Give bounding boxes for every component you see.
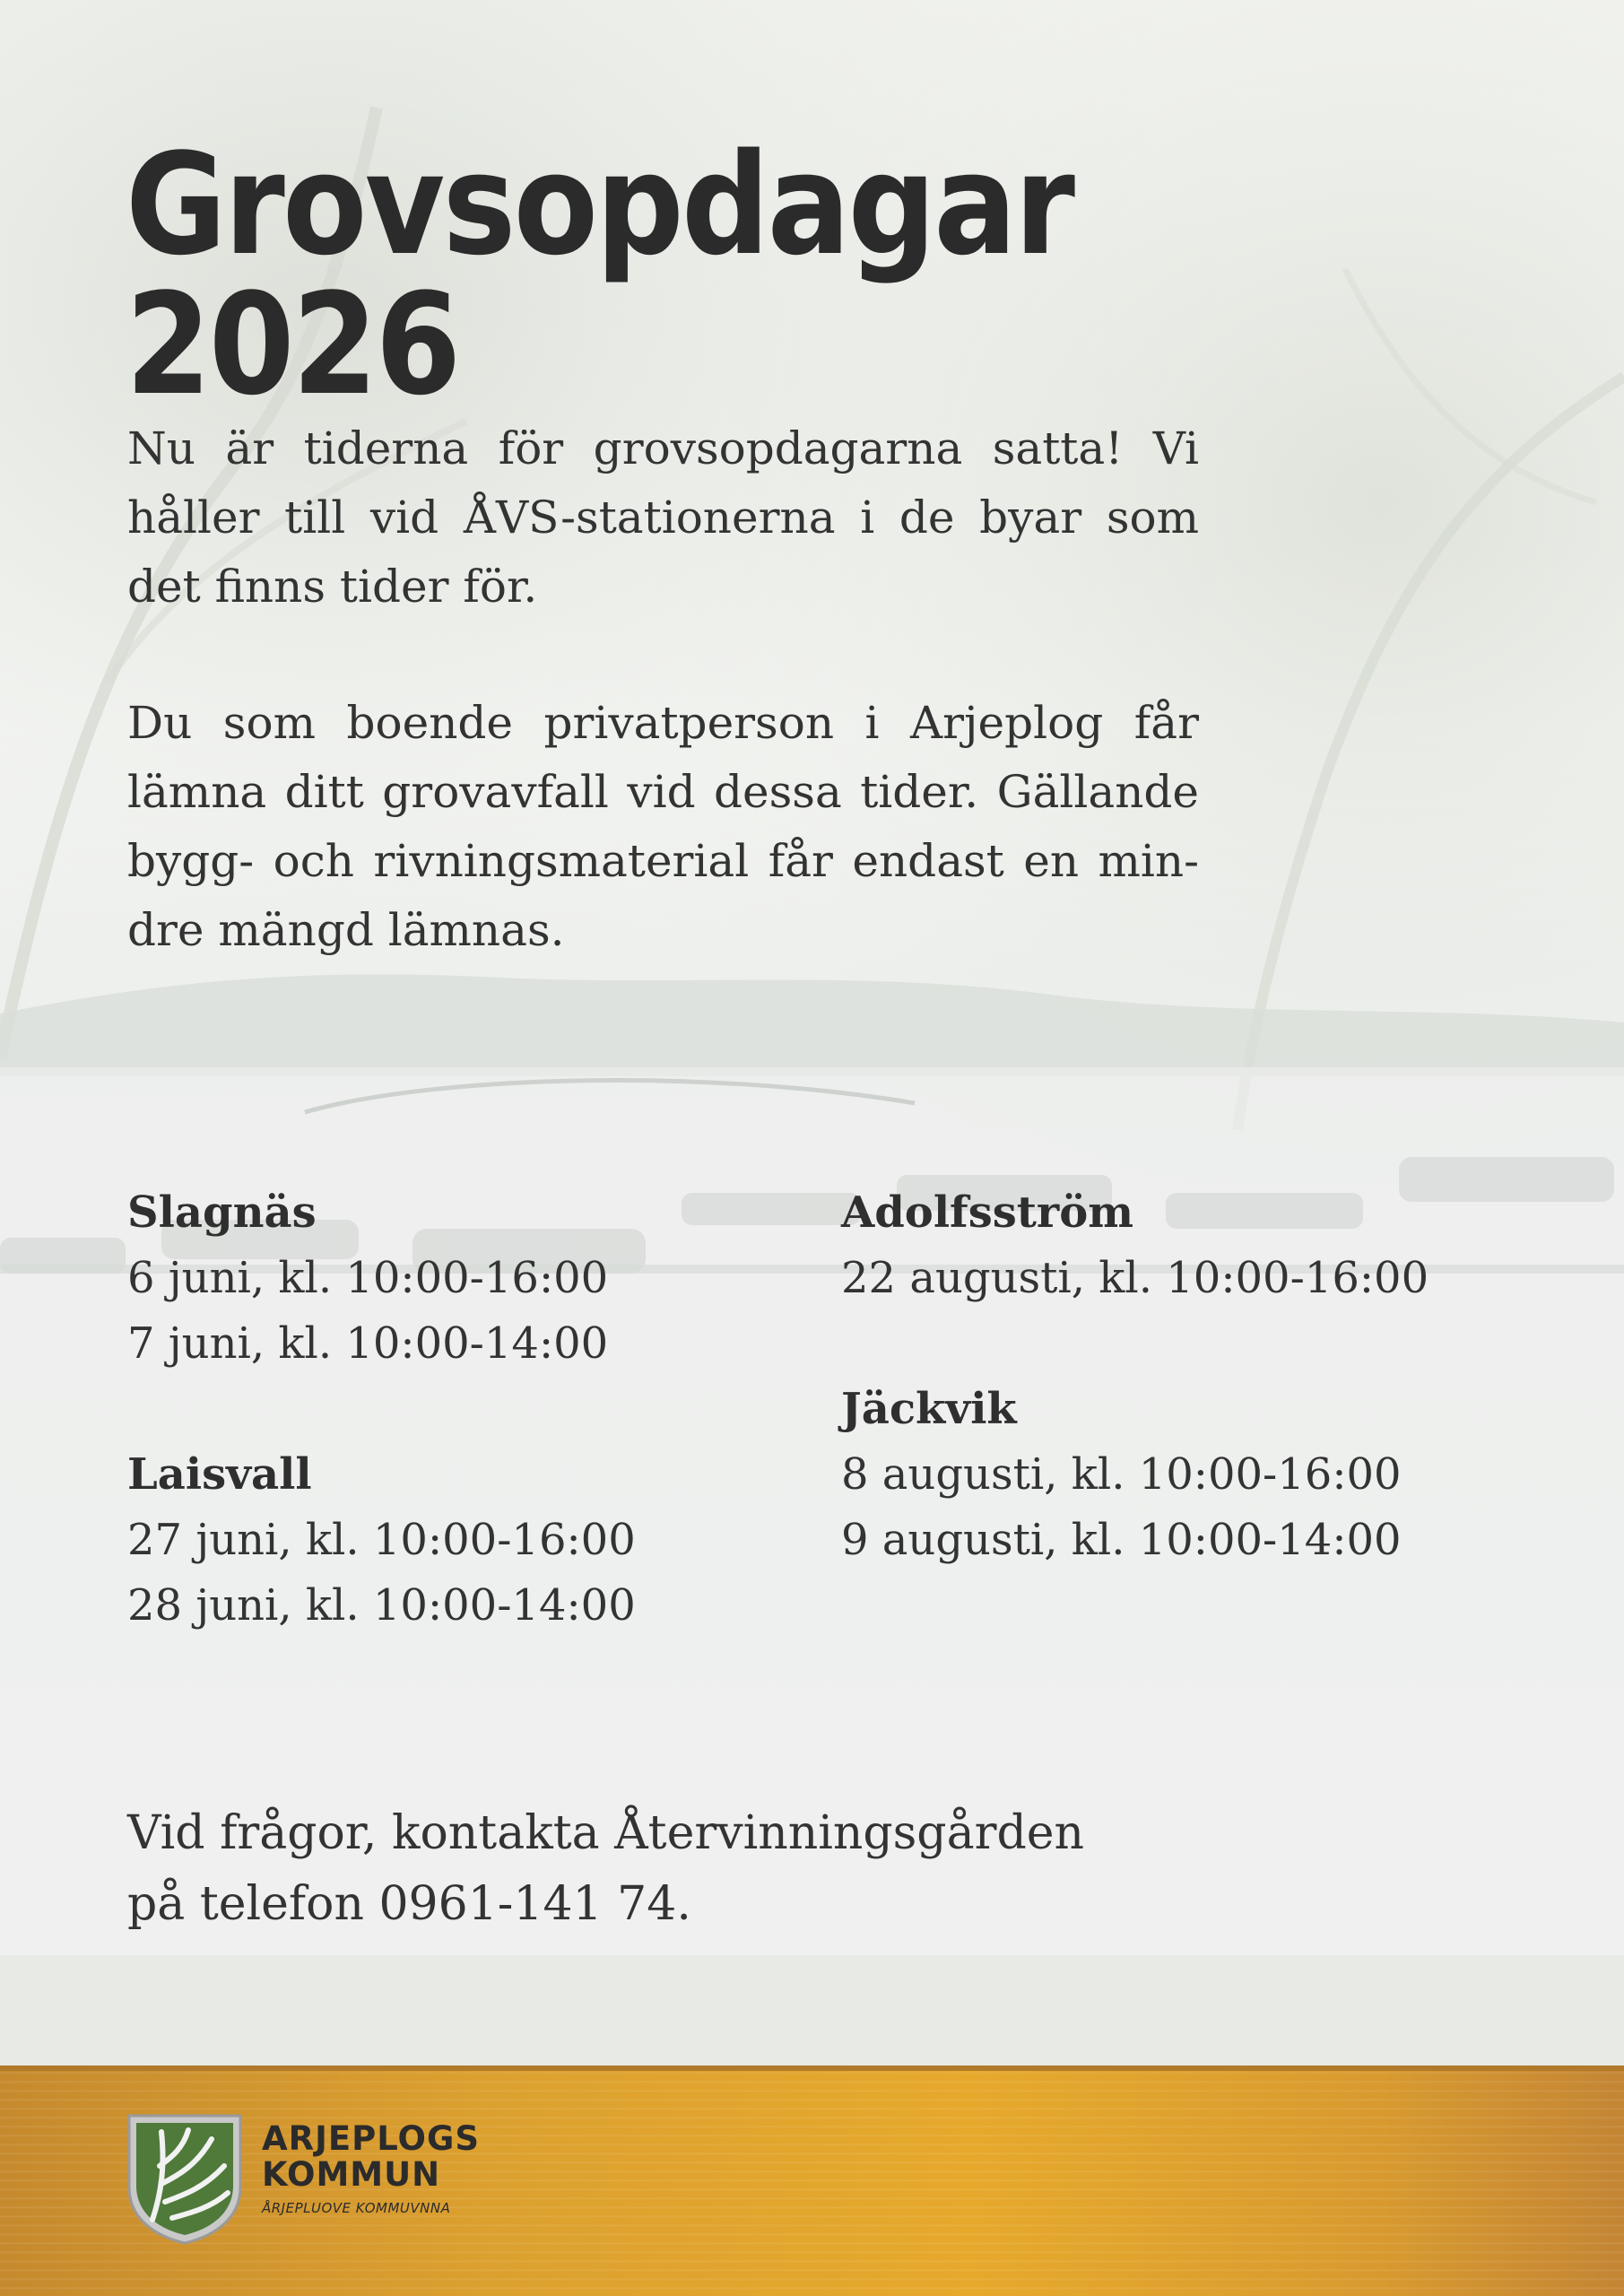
location-name: Slagnäs [127,1187,317,1238]
time-slot: 27 juni, kl. 10:00-16:00 [127,1515,636,1565]
schedule-block-slagnas [127,1180,636,1377]
logo-sami-name: ÅRJEPLUOVE KOMMUVNNA [262,2200,451,2216]
intro-text [127,414,1199,1032]
time-slot: 9 augusti, kl. 10:00-14:00 [841,1515,1402,1565]
reindeer-antler-shield-icon [126,2112,244,2247]
footer-band [0,2066,1624,2296]
schedule-block-jackvik [841,1377,1429,1573]
schedule-block-adolfsstrom [841,1180,1429,1311]
contact-line-2: på telefon 0961-141 74. [127,1877,691,1931]
contact-line-1: Vid frågor, kontakta Återvinningsgården [127,1806,1084,1860]
time-slot: 22 augusti, kl. 10:00-16:00 [841,1253,1429,1303]
time-slot: 7 juni, kl. 10:00-14:00 [127,1318,609,1369]
time-slot: 28 juni, kl. 10:00-14:00 [127,1580,636,1631]
schedule-left-column [127,1180,636,1704]
location-name: Jäckvik [841,1384,1017,1434]
footer-divider [0,2066,1624,2071]
location-name: Laisvall [127,1449,312,1500]
intro-paragraph-1: Nu är tiderna för grovsopdagarna satta! Vi håller till vid ÅVS-stationerna i de byar som det finns tider för. [127,422,1199,613]
logo-name-line-2: KOMMUN [262,2155,441,2194]
time-slot: 8 augusti, kl. 10:00-16:00 [841,1449,1402,1500]
page-title: Grovsopdagar 2026 [126,123,1073,426]
logo-name-line-1: ARJEPLOGS [262,2119,481,2158]
logo-wordmark [262,2121,480,2220]
time-slot: 6 juni, kl. 10:00-16:00 [127,1253,609,1303]
schedule-right-column [841,1180,1429,1639]
intro-paragraph-2: Du som boende privatperson i Arjeplog får lämna ditt grovavfall vid dessa tider. Gällande bygg- och rivningsmaterial får endast en min-dre mängd lämnas. [127,697,1199,956]
schedule-block-laisvall [127,1442,636,1639]
location-name: Adolfsström [841,1187,1134,1238]
contact-info [127,1798,1084,1940]
